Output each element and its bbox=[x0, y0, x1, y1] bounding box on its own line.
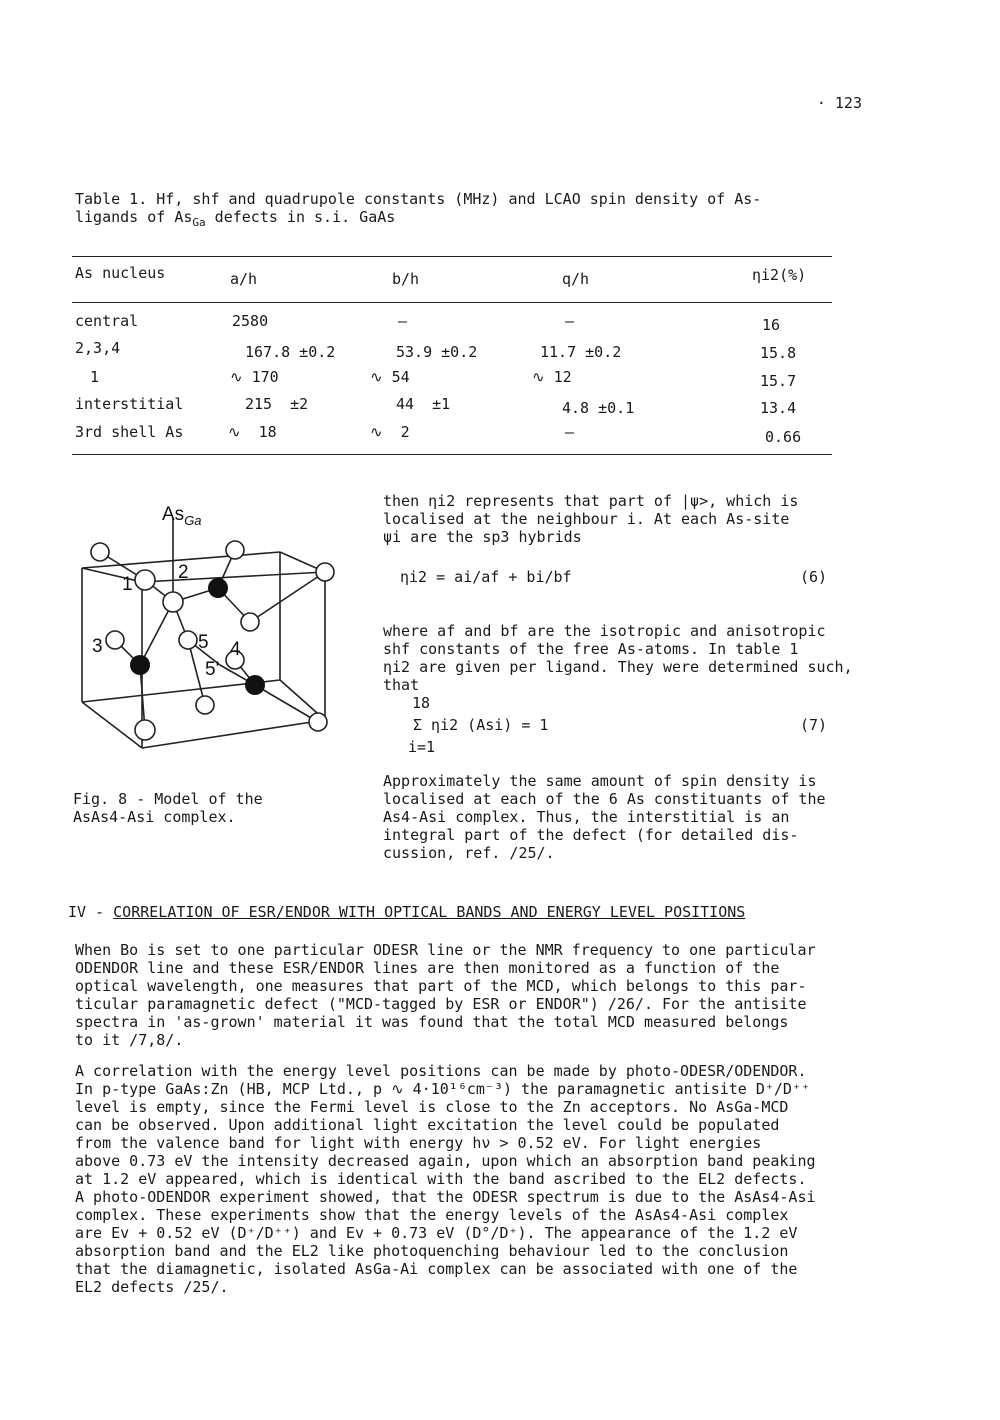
text-line: at 1.2 eV appeared, which is identical with the band ascribed to the EL2 defects. bbox=[75, 1170, 807, 1188]
label-asga: $As_{Ga}$ bbox=[162, 504, 202, 528]
table-cell: ∿ 170 bbox=[230, 368, 279, 386]
text-line: that the diamagnetic, isolated AsGa-Ai complex can be associated with one of the bbox=[75, 1260, 798, 1278]
equation-6: ηi2 = ai/af + bi/bf bbox=[400, 568, 572, 586]
equation-7-upper: 18 bbox=[412, 694, 431, 712]
table-cell: 2580 bbox=[232, 312, 269, 330]
table-cell: 16 bbox=[762, 316, 781, 334]
text-line: complex. These experiments show that the energy levels of the AsAs4-Asi complex bbox=[75, 1206, 789, 1224]
table-cell: ∿ 54 bbox=[370, 368, 410, 386]
paragraph-1 bbox=[75, 941, 865, 1049]
figure-caption bbox=[73, 790, 343, 826]
table-cell: — bbox=[565, 312, 575, 330]
text-line: cussion, ref. /25/. bbox=[383, 844, 555, 862]
text-line: level is empty, since the Fermi level is close to the Zn acceptors. No AsGa-MCD bbox=[75, 1098, 789, 1116]
right-column-paragraph-1 bbox=[383, 492, 873, 546]
table-cell: interstitial bbox=[75, 395, 184, 413]
table-cell: 4.8 ±0.1 bbox=[562, 399, 635, 417]
right-column-paragraph-2 bbox=[383, 622, 873, 694]
text-line: where af and bf are the isotropic and anisotropic bbox=[383, 622, 826, 640]
text-line: then ηi2 represents that part of |ψ>, which is bbox=[383, 492, 799, 510]
section-number: IV - bbox=[68, 903, 114, 921]
equation-6-number: (6) bbox=[800, 568, 828, 586]
text-line: to it /7,8/. bbox=[75, 1031, 184, 1049]
text-line: As4-Asi complex. Thus, the interstitial is an bbox=[383, 808, 790, 826]
text-line: A photo-ODENDOR experiment showed, that the ODESR spectrum is due to the AsAs4-Asi bbox=[75, 1188, 816, 1206]
table-cell: — bbox=[398, 312, 408, 330]
text-line: shf constants of the free As-atoms. In table 1 bbox=[383, 640, 799, 658]
table-cell: 53.9 ±0.2 bbox=[396, 343, 478, 361]
text-line: are Ev + 0.52 eV (D⁺/D⁺⁺) and Ev + 0.73 eV (D°/D⁺). The appearance of the 1.2 eV bbox=[75, 1224, 798, 1242]
label-1: 1 bbox=[122, 574, 133, 595]
figure-caption-line1: Fig. 8 - Model of the bbox=[73, 790, 263, 808]
crystal-model-figure bbox=[70, 490, 355, 775]
text-line: ODENDOR line and these ESR/ENDOR lines are then monitored as a function of the bbox=[75, 959, 780, 977]
label-3: 3 bbox=[92, 636, 103, 657]
label-2: 2 bbox=[178, 562, 189, 583]
text-line: Approximately the same amount of spin density is bbox=[383, 772, 817, 790]
table-header-rule bbox=[72, 302, 832, 303]
table-cell: 44 ±1 bbox=[396, 395, 451, 413]
text-line: When Bo is set to one particular ODESR line or the NMR frequency to one particular bbox=[75, 941, 816, 959]
table-bottom-rule bbox=[72, 454, 832, 455]
header-as-nucleus: As nucleus bbox=[75, 264, 166, 282]
header-q-h: q/h bbox=[562, 270, 590, 288]
text-line: ticular paramagnetic defect ("MCD-tagged by ESR or ENDOR") /26/. For the antisite bbox=[75, 995, 807, 1013]
text-line: localised at each of the 6 As constituants of the bbox=[383, 790, 826, 808]
table-cell: ∿ 18 bbox=[228, 423, 277, 441]
table-cell: 215 ±2 bbox=[245, 395, 309, 413]
text-line: that bbox=[383, 676, 420, 694]
table-caption bbox=[75, 190, 835, 229]
text-line: spectra in 'as-grown' material it was found that the total MCD measured belongs bbox=[75, 1013, 789, 1031]
table-cell: 15.7 bbox=[760, 372, 797, 390]
page-number: · 123 bbox=[816, 94, 862, 112]
section-title: CORRELATION OF ESR/ENDOR WITH OPTICAL BANDS AND ENERGY LEVEL POSITIONS bbox=[113, 903, 746, 921]
table-cell: 167.8 ±0.2 bbox=[245, 343, 336, 361]
text-line: optical wavelength, one measures that part of the MCD, which belongs to this par- bbox=[75, 977, 807, 995]
text-line: EL2 defects /25/. bbox=[75, 1278, 229, 1296]
text-line: absorption band and the EL2 like photoquenching behaviour led to the conclusion bbox=[75, 1242, 789, 1260]
text-line: A correlation with the energy level positions can be made by photo-ODESR/ODENDOR. bbox=[75, 1062, 807, 1080]
header-a-h: a/h bbox=[230, 270, 258, 288]
text-line: ψi are the sp3 hybrids bbox=[383, 528, 582, 546]
text-line: above 0.73 eV the intensity decreased again, upon which an absorption band peaking bbox=[75, 1152, 816, 1170]
table-cell: 13.4 bbox=[760, 399, 797, 417]
table-cell: 3rd shell As bbox=[75, 423, 184, 441]
table-caption-line2 bbox=[75, 208, 835, 229]
label-5-prime: 5' bbox=[205, 659, 220, 680]
text-line: integral part of the defect (for detailed dis- bbox=[383, 826, 799, 844]
table-cell: 2,3,4 bbox=[75, 339, 121, 357]
equation-7-lower: i=1 bbox=[408, 738, 436, 756]
equation-7-number: (7) bbox=[800, 716, 828, 734]
table-cell: central bbox=[75, 312, 139, 330]
text-line: ηi2 are given per ligand. They were determined such, bbox=[383, 658, 853, 676]
text-line: localised at the neighbour i. At each As-site bbox=[383, 510, 790, 528]
text-line: from the valence band for light with energy hν > 0.52 eV. For light energies bbox=[75, 1134, 762, 1152]
table-top-rule bbox=[72, 256, 832, 257]
table-cell: 15.8 bbox=[760, 344, 797, 362]
table-cell: 0.66 bbox=[765, 428, 802, 446]
table-cell: 1 bbox=[90, 368, 100, 386]
figure-caption-line2: AsAs4-Asi complex. bbox=[73, 808, 236, 826]
label-5: 5 bbox=[198, 632, 209, 653]
paragraph-2 bbox=[75, 1062, 865, 1296]
section-heading bbox=[68, 903, 745, 921]
text-line: can be observed. Upon additional light excitation the level could be populated bbox=[75, 1116, 780, 1134]
header-spin-density: ηi2(%) bbox=[752, 266, 807, 284]
table-cell: — bbox=[565, 423, 575, 441]
table-cell: 11.7 ±0.2 bbox=[540, 343, 622, 361]
label-4: 4 bbox=[230, 639, 241, 660]
table-caption-subscript: Ga bbox=[192, 216, 206, 229]
table-caption-text: ligands of As bbox=[75, 208, 193, 226]
table-caption-line1: Table 1. Hf, shf and quadrupole constants (MHz) and LCAO spin density of As- bbox=[75, 190, 762, 208]
text-line: In p-type GaAs:Zn (HB, MCP Ltd., p ∿ 4·10¹⁶cm⁻³) the paramagnetic antisite D⁺/D⁺⁺ bbox=[75, 1080, 811, 1098]
table-caption-text-end: defects in s.i. GaAs bbox=[205, 208, 396, 226]
right-column-paragraph-3 bbox=[383, 772, 873, 862]
header-b-h: b/h bbox=[392, 270, 420, 288]
equation-7: Σ ηi2 (Asi) = 1 bbox=[413, 716, 549, 734]
table-cell: ∿ 2 bbox=[370, 423, 410, 441]
table-cell: ∿ 12 bbox=[532, 368, 572, 386]
